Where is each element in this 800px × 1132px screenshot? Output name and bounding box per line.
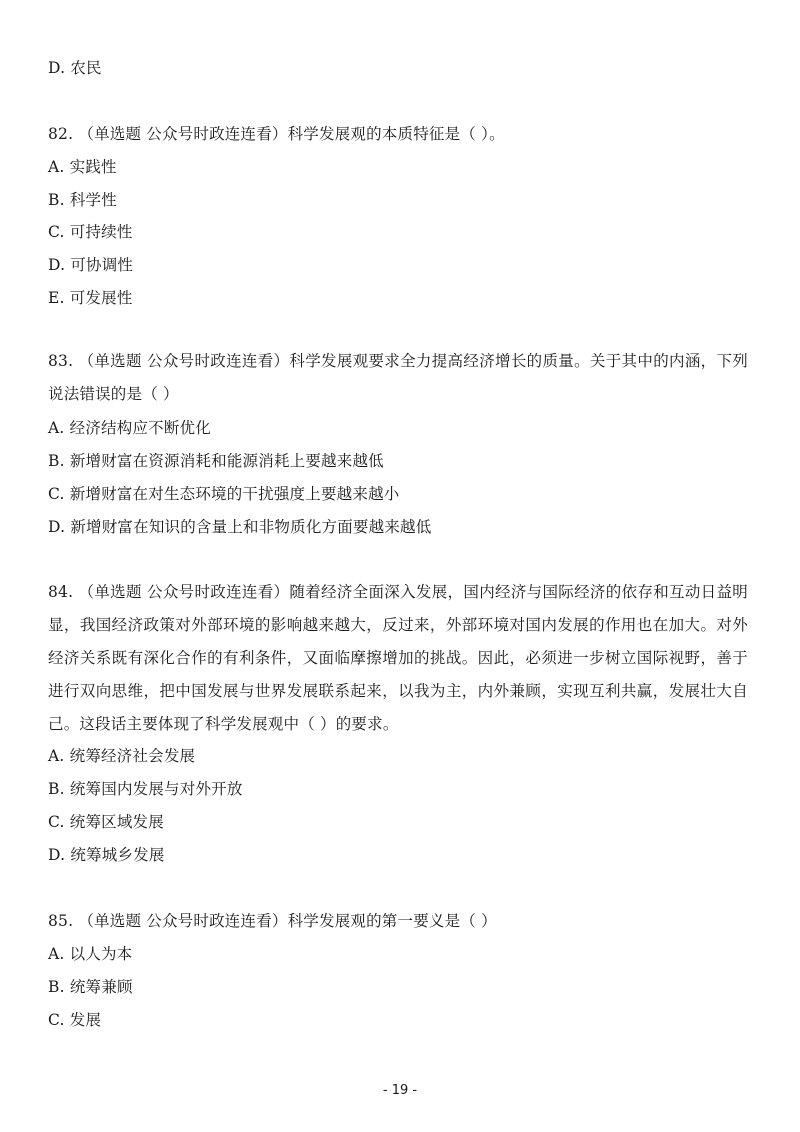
question-84-option-b: B. 统筹国内发展与对外开放	[48, 780, 243, 798]
question-83-option-b: B. 新增财富在资源消耗和能源消耗上要越来越低	[48, 452, 384, 470]
question-85-stem: 85. （单选题 公众号时政连连看）科学发展观的第一要义是（ ）	[48, 912, 497, 930]
question-83-stem: 83. （单选题 公众号时政连连看）科学发展观要求全力提高经济增长的质量。关于其中的内涵，下列说法错误的是（ ）	[48, 352, 748, 403]
question-82-option-c: C. 可持续性	[48, 223, 133, 241]
question-82-option-d: D. 可协调性	[48, 256, 134, 274]
question-83-option-a: A. 经济结构应不断优化	[48, 419, 211, 437]
page-number: - 19 -	[382, 1083, 418, 1098]
question-83-option-d: D. 新增财富在知识的含量上和非物质化方面要越来越低	[48, 518, 432, 536]
question-85-option-c: C. 发展	[48, 1011, 102, 1029]
question-84-option-c: C. 统筹区域发展	[48, 813, 164, 831]
question-84-option-a: A. 统筹经济社会发展	[48, 747, 196, 765]
question-82-option-b: B. 科学性	[48, 191, 117, 209]
question-85-option-b: B. 统筹兼顾	[48, 978, 133, 996]
question-85-option-a: A. 以人为本	[48, 945, 133, 963]
question-82-option-a: A. 实践性	[48, 158, 117, 176]
question-84-option-d: D. 统筹城乡发展	[48, 846, 165, 864]
question-82-stem: 82. （单选题 公众号时政连连看）科学发展观的本质特征是（ ）。	[48, 125, 505, 143]
option-d-previous: D. 农民	[48, 59, 102, 77]
question-83-option-c: C. 新增财富在对生态环境的干扰强度上要越来越小	[48, 485, 400, 503]
question-84-stem: 84. （单选题 公众号时政连连看）随着经济全面深入发展，国内经济与国际经济的依存和互动日益明显，我国经济政策对外部环境的影响越来越大，反过来，外部环境对国内发展的作用也在加大。对外经济关系既有深化合作的有利条件，又面临摩擦增加的挑战。因此，必须进一步树立国际视野，善于进行双向思维，把中国发展与世界发展联系起来，以我为主，内外兼顾，实现互利共赢，发展壮大自己。这段话主要体现了科学发展观中（ ）的要求。	[48, 583, 748, 733]
question-82-option-e: E. 可发展性	[48, 289, 133, 307]
